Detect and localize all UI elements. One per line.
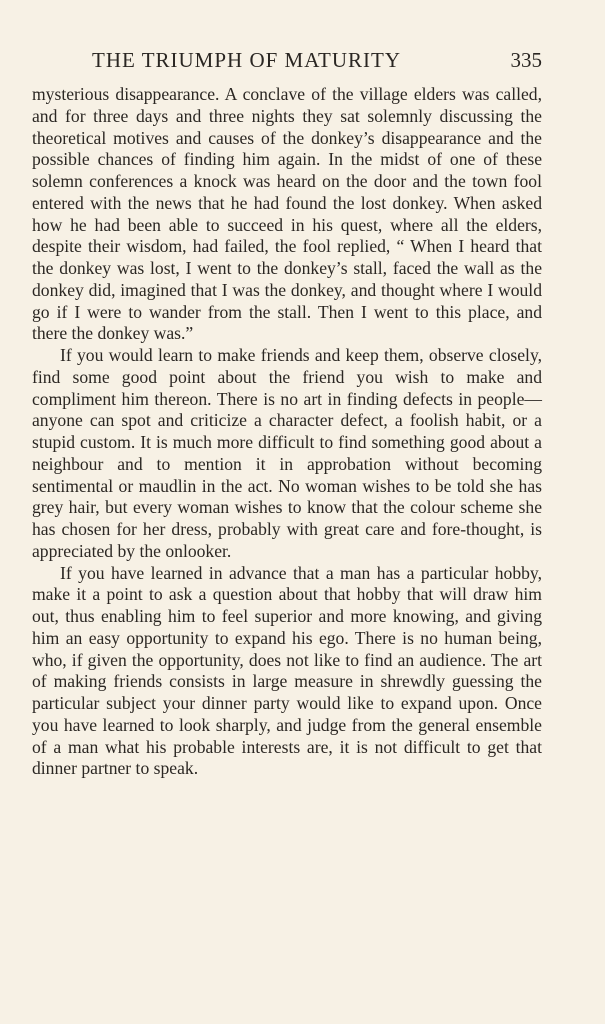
page-number: 335 <box>510 48 542 72</box>
body-text <box>32 84 542 780</box>
paragraph-hobby: If you have learned in advance that a man has a particular hobby, make it a point to ask a question about that hobby that will draw him out, thus enabling him to feel superior and more knowing, and giving him an easy opportunity to expand his ego. There is no human being, who, if given the opportunity, does not like to find an audience. The art of making friends consists in large measure in shrewdly guessing the particular subject your dinner party would like to expand upon. Once you have learned to look sharply, and judge from the general ensemble of a man what his probable interests are, it is not difficult to get that dinner partner to speak. <box>32 562 542 779</box>
paragraph-friends: If you would learn to make friends and keep them, observe closely, find some good point about the friend you wish to make and compliment him thereon. There is no art in finding defects in people—anyone can spot and criticize a character defect, a foolish habit, or a stupid custom. It is much more difficult to find something good about a neighbour and to mention it in approbation without becoming sentimental or maudlin in the act. No woman wishes to be told she has grey hair, but every woman wishes to know that the colour scheme she has chosen for her dress, probably with great care and fore-thought, is appreciated by the onlooker. <box>32 345 542 561</box>
running-title: THE TRIUMPH OF MATURITY <box>92 48 402 72</box>
page-header <box>32 48 542 76</box>
paragraph-continued: mysterious disappearance. A conclave of the village elders was called, and for three days and three nights they sat solemnly discussing the theoretical motives and causes of the donkey’s disappearance and the possible chances of finding him again. In the midst of one of these solemn conferences a knock was heard on the door and the town fool entered with the news that he had found the lost donkey. When asked how he had been able to succeed in his quest, where all the elders, despite their wisdom, had failed, the fool replied, “ When I heard that the donkey was lost, I went to the donkey’s stall, faced the wall as the donkey did, imagined that I was the donkey, and thought where I would go if I were to wander from the stall. Then I went to this place, and there the donkey was.” <box>32 84 542 344</box>
